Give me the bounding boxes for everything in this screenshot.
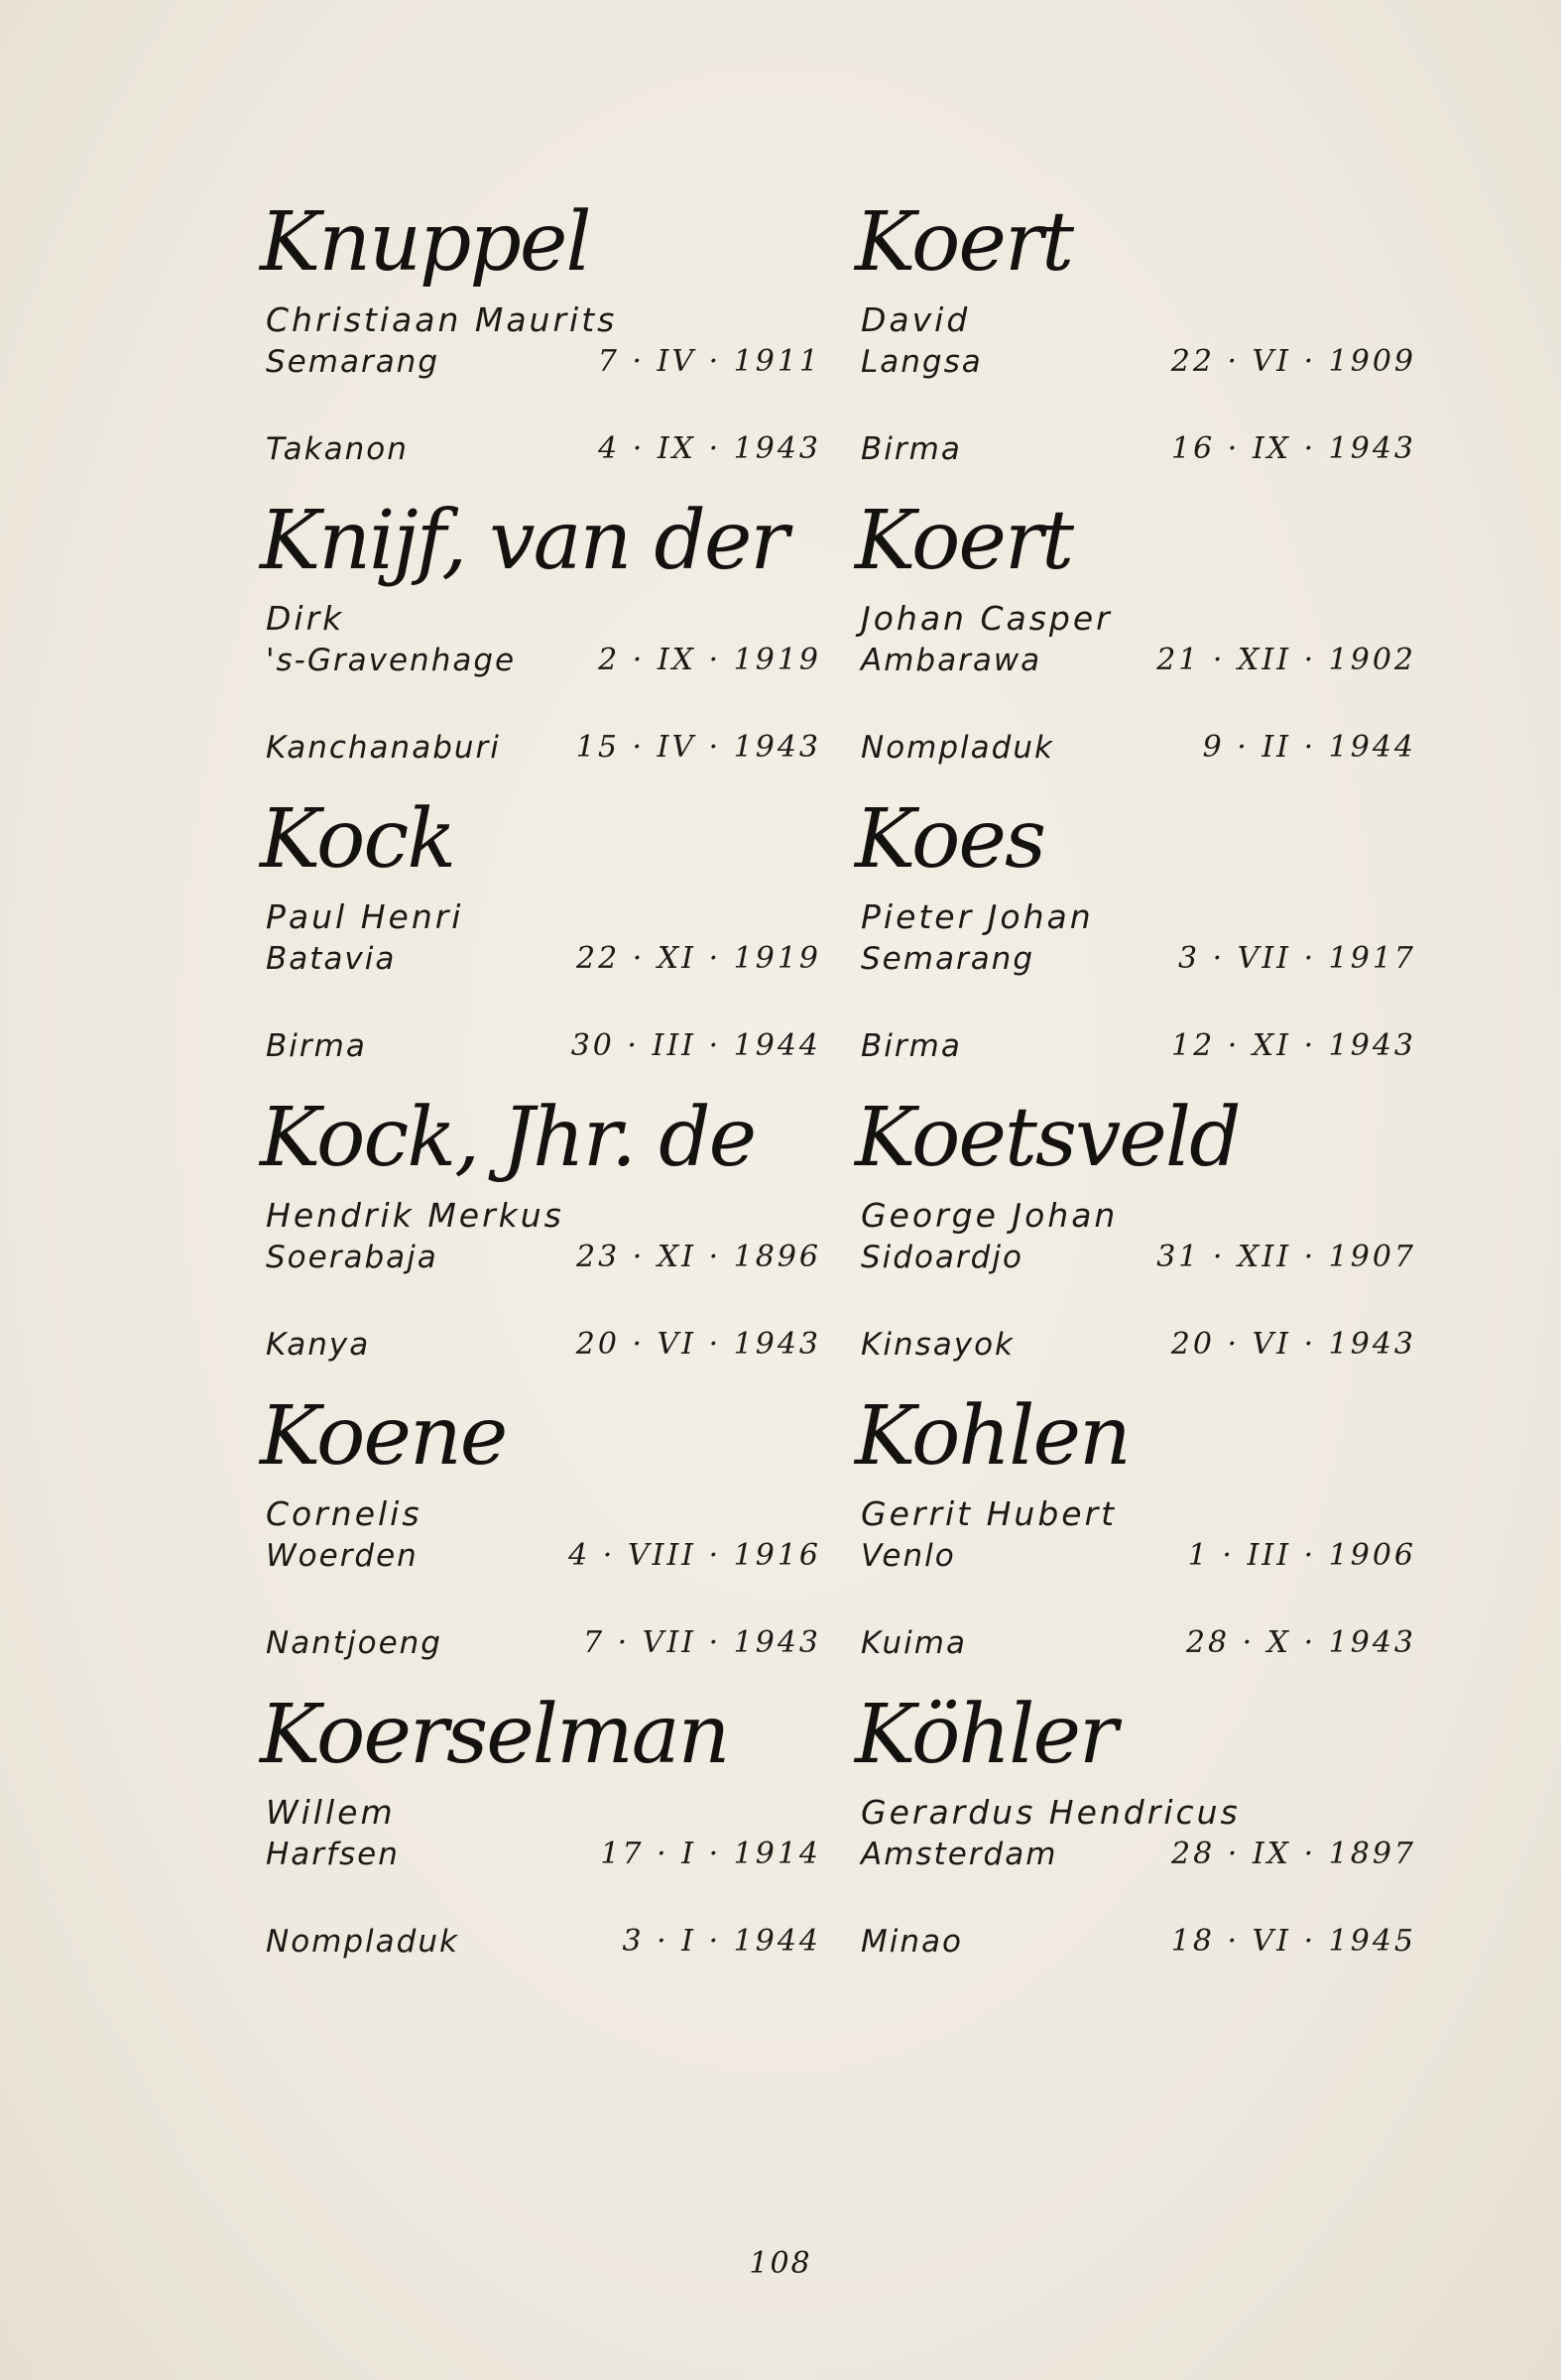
- given-names: Gerrit Hubert: [861, 1494, 1118, 1533]
- death-place: Kuima: [861, 1625, 967, 1661]
- given-names: Pieter Johan: [861, 897, 1094, 936]
- birth-row: [266, 941, 821, 985]
- birth-date: 28 · IX · 1897: [1171, 1837, 1416, 1871]
- birth-date: 23 · XI · 1896: [576, 1240, 821, 1274]
- left-column: [260, 193, 825, 1984]
- birth-date: 2 · IX · 1919: [598, 643, 821, 677]
- birth-place: Woerden: [266, 1538, 419, 1574]
- birth-row: [861, 1240, 1416, 1283]
- surname: Koetsveld: [855, 1091, 1240, 1185]
- death-date: 18 · VI · 1945: [1170, 1924, 1416, 1959]
- death-place: Minao: [861, 1924, 963, 1960]
- given-names: Christiaan Maurits: [266, 300, 618, 339]
- death-row: [266, 730, 821, 774]
- death-date: 20 · VI · 1943: [575, 1327, 821, 1362]
- death-row: [266, 1028, 821, 1072]
- entry: [855, 1686, 1420, 1984]
- surname: Köhler: [855, 1688, 1117, 1782]
- death-row: [861, 1327, 1416, 1370]
- death-date: 15 · IV · 1943: [575, 730, 821, 765]
- birth-place: 's-Gravenhage: [266, 643, 517, 678]
- death-row: [266, 431, 821, 475]
- death-row: [861, 1028, 1416, 1072]
- given-names: George Johan: [861, 1196, 1119, 1235]
- birth-row: [861, 344, 1416, 388]
- death-date: 20 · VI · 1943: [1170, 1327, 1416, 1362]
- death-date: 16 · IX · 1943: [1171, 431, 1416, 466]
- birth-place: Semarang: [266, 344, 440, 380]
- birth-place: Soerabaja: [266, 1240, 438, 1275]
- birth-date: 17 · I · 1914: [600, 1837, 821, 1871]
- surname: Koert: [855, 195, 1073, 290]
- surname: Koerselman: [260, 1688, 729, 1782]
- death-place: Nompladuk: [861, 730, 1054, 766]
- given-names: Dirk: [266, 599, 345, 638]
- birth-row: [861, 643, 1416, 686]
- birth-row: [266, 1538, 821, 1582]
- entry: [260, 193, 825, 492]
- death-date: 9 · II · 1944: [1202, 730, 1416, 765]
- birth-place: Amsterdam: [861, 1837, 1058, 1872]
- death-place: Nantjoeng: [266, 1625, 442, 1661]
- death-date: 28 · X · 1943: [1185, 1625, 1416, 1660]
- death-row: [861, 1924, 1416, 1967]
- death-row: [266, 1924, 821, 1967]
- entry: [260, 1686, 825, 1984]
- death-place: Kanya: [266, 1327, 371, 1363]
- death-row: [861, 431, 1416, 475]
- entry: [855, 1387, 1420, 1686]
- right-column: [855, 193, 1420, 1984]
- birth-date: 22 · XI · 1919: [576, 941, 821, 976]
- death-place: Nompladuk: [266, 1924, 459, 1960]
- death-date: 12 · XI · 1943: [1171, 1028, 1416, 1063]
- birth-row: [266, 344, 821, 388]
- death-row: [861, 730, 1416, 774]
- given-names: Willem: [266, 1793, 396, 1832]
- surname: Kock: [260, 792, 455, 887]
- entry: [260, 1089, 825, 1387]
- death-row: [266, 1327, 821, 1370]
- birth-date: 21 · XII · 1902: [1156, 643, 1416, 677]
- birth-date: 31 · XII · 1907: [1156, 1240, 1416, 1274]
- entry: [855, 1089, 1420, 1387]
- birth-place: Langsa: [861, 344, 983, 380]
- entry: [855, 790, 1420, 1089]
- entry: [855, 193, 1420, 492]
- given-names: Gerardus Hendricus: [861, 1793, 1241, 1832]
- birth-place: Batavia: [266, 941, 397, 977]
- birth-row: [266, 643, 821, 686]
- death-place: Kinsayok: [861, 1327, 1016, 1363]
- given-names: Paul Henri: [266, 897, 464, 936]
- death-place: Birma: [861, 431, 962, 467]
- given-names: Johan Casper: [861, 599, 1113, 638]
- surname: Knuppel: [260, 195, 590, 290]
- entry: [260, 492, 825, 790]
- surname: Kohlen: [855, 1389, 1130, 1484]
- birth-row: [861, 1538, 1416, 1582]
- birth-place: Semarang: [861, 941, 1035, 977]
- death-date: 30 · III · 1944: [570, 1028, 821, 1063]
- death-date: 3 · I · 1944: [622, 1924, 821, 1959]
- birth-row: [266, 1240, 821, 1283]
- death-row: [861, 1625, 1416, 1669]
- death-place: Birma: [266, 1028, 367, 1064]
- birth-place: Harfsen: [266, 1837, 400, 1872]
- surname: Koene: [260, 1389, 507, 1484]
- given-names: Cornelis: [266, 1494, 422, 1533]
- surname: Knijf, van der: [260, 494, 787, 588]
- birth-date: 4 · VIII · 1916: [568, 1538, 821, 1573]
- birth-row: [861, 1837, 1416, 1880]
- surname: Kock, Jhr. de: [260, 1091, 756, 1185]
- death-place: Takanon: [266, 431, 409, 467]
- death-place: Kanchanaburi: [266, 730, 501, 766]
- birth-place: Sidoardjo: [861, 1240, 1023, 1275]
- entry: [260, 1387, 825, 1686]
- page-number: 108: [749, 2246, 812, 2281]
- death-row: [266, 1625, 821, 1669]
- birth-date: 3 · VII · 1917: [1177, 941, 1416, 976]
- given-names: David: [861, 300, 971, 339]
- birth-date: 7 · IV · 1911: [597, 344, 821, 379]
- surname: Koert: [855, 494, 1073, 588]
- birth-row: [861, 941, 1416, 985]
- entry: [855, 492, 1420, 790]
- birth-place: Venlo: [861, 1538, 956, 1574]
- death-date: 4 · IX · 1943: [598, 431, 821, 466]
- entry: [260, 790, 825, 1089]
- surname: Koes: [855, 792, 1045, 887]
- given-names: Hendrik Merkus: [266, 1196, 564, 1235]
- death-place: Birma: [861, 1028, 962, 1064]
- birth-date: 1 · III · 1906: [1187, 1538, 1416, 1573]
- birth-place: Ambarawa: [861, 643, 1042, 678]
- birth-date: 22 · VI · 1909: [1170, 344, 1416, 379]
- death-date: 7 · VII · 1943: [582, 1625, 821, 1660]
- birth-row: [266, 1837, 821, 1880]
